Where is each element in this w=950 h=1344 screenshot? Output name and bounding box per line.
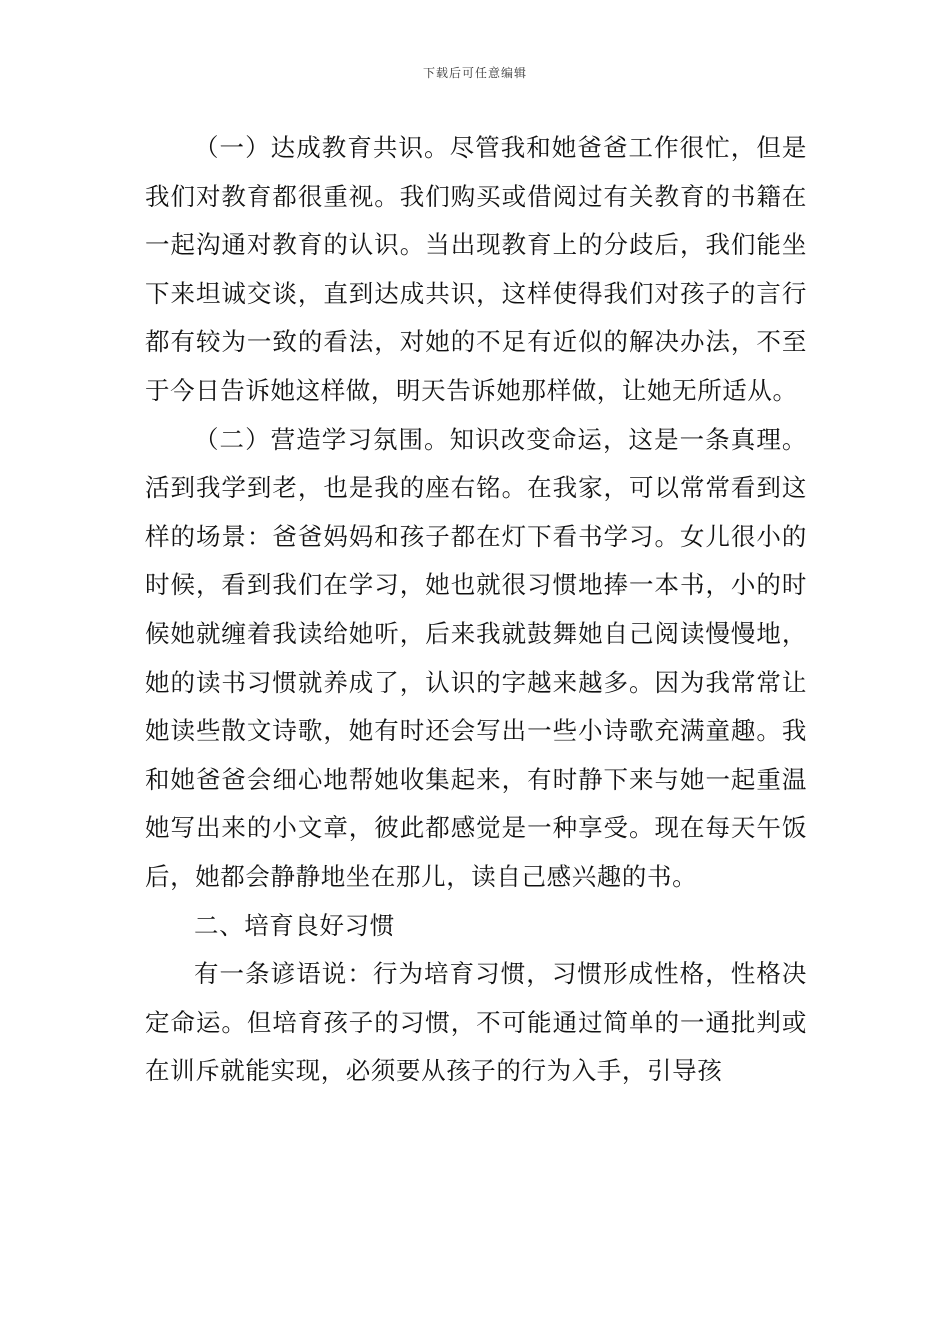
- paragraph-learning-atmosphere: （二）营造学习氛围。知识改变命运，这是一条真理。活到我学到老，也是我的座右铭。在我家，可以常常看到这样的场景：爸爸妈妈和孩子都在灯下看书学习。女儿很小的时候，看到我们在学习，她也就很习惯地捧一本书，小的时候她就缠着我读给她听，后来我就鼓舞她自己阅读慢慢地，她的读书习惯就养成了，认识的字越来越多。因为我常常让她读些散文诗歌，她有时还会写出一些小诗歌充满童趣。我和她爸爸会细心地帮她收集起来，有时静下来与她一起重温她写出来的小文章，彼此都感觉是一种享受。现在每天午饭后，她都会静静地坐在那儿，读自己感兴趣的书。: [145, 424, 807, 891]
- section-heading-habits: 二、培育良好习惯: [194, 910, 395, 940]
- document-body: [145, 124, 807, 1096]
- page-header: 下载后可任意编辑: [422, 66, 527, 80]
- paragraph-habits: 有一条谚语说：行为培育习惯，习惯形成性格，性格决定命运。但培育孩子的习惯，不可能通过简单的一通批判或在训斥就能实现，必须要从孩子的行为入手，引导孩: [145, 959, 807, 1086]
- paragraph-consensus: （一）达成教育共识。尽管我和她爸爸工作很忙，但是我们对教育都很重视。我们购买或借阅过有关教育的书籍在一起沟通对教育的认识。当出现教育上的分歧后，我们能坐下来坦诚交谈，直到达成共识，这样使得我们对孩子的言行都有较为一致的看法，对她的不足有近似的解决办法，不至于今日告诉她这样做，明天告诉她那样做，让她无所适从。: [145, 133, 807, 405]
